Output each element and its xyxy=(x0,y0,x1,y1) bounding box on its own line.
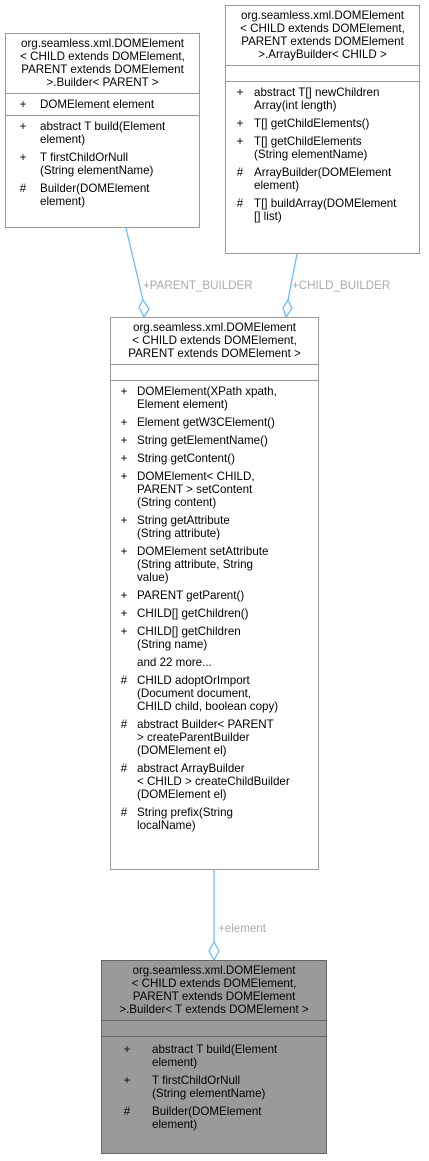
visibility-marker: + xyxy=(120,607,128,620)
member-line: element) xyxy=(254,179,300,192)
attribute-text xyxy=(40,98,199,111)
operation-text xyxy=(254,117,419,130)
operation-text xyxy=(254,197,419,223)
operation-row xyxy=(111,434,318,447)
visibility-marker: + xyxy=(19,98,27,111)
title-line: org.seamless.xml.DOMElement xyxy=(132,964,296,977)
title-line: < CHILD extends DOMElement, xyxy=(240,22,405,35)
operation-row xyxy=(111,470,318,509)
operation-section xyxy=(111,380,318,836)
operation-row xyxy=(111,589,318,602)
operation-text xyxy=(254,166,419,192)
class-dom-element[interactable] xyxy=(110,317,319,870)
operation-row xyxy=(102,1074,326,1100)
visibility-marker: + xyxy=(120,470,128,483)
visibility-marker: # xyxy=(19,182,27,195)
title-line: PARENT extends DOMElement > xyxy=(128,347,301,360)
child-builder-diamond xyxy=(283,300,292,317)
member-line: element) xyxy=(40,133,86,146)
attribute-section xyxy=(226,65,419,81)
child-builder-label: +CHILD_BUILDER xyxy=(292,279,391,292)
visibility-marker: + xyxy=(19,151,27,164)
member-line: String prefix(String xyxy=(137,806,234,819)
visibility-marker: + xyxy=(120,545,128,558)
operation-row xyxy=(226,86,419,112)
member-line: abstract T build(Element xyxy=(40,120,166,133)
member-line: Element element) xyxy=(137,398,228,411)
operation-row xyxy=(111,452,318,465)
operation-text xyxy=(137,470,318,509)
operation-section xyxy=(226,81,419,227)
operation-text xyxy=(137,416,318,429)
title-line: < CHILD extends DOMElement, xyxy=(131,977,297,990)
class-title xyxy=(226,6,419,65)
operation-row xyxy=(111,416,318,429)
operation-text xyxy=(137,385,318,411)
member-line: (String elementName) xyxy=(152,1087,266,1100)
attribute-row xyxy=(6,98,199,111)
visibility-marker: + xyxy=(120,589,128,602)
visibility-marker: + xyxy=(123,1074,131,1087)
member-line: CHILD child, boolean copy) xyxy=(137,700,279,713)
member-line: (String elementName) xyxy=(40,164,154,177)
member-line: > createParentBuilder xyxy=(137,731,250,744)
operation-text xyxy=(254,135,419,161)
member-line: (DOMElement el) xyxy=(137,788,227,801)
attribute-section xyxy=(102,1020,326,1036)
element-label: +element xyxy=(218,922,267,935)
operation-text xyxy=(40,120,199,146)
operation-row xyxy=(6,151,199,177)
member-line: element) xyxy=(152,1056,198,1069)
member-line: (String content) xyxy=(137,496,217,509)
member-line: (String attribute, String xyxy=(137,558,253,571)
visibility-marker: + xyxy=(236,86,244,99)
visibility-marker: # xyxy=(120,718,128,731)
member-line: CHILD adoptOrImport xyxy=(137,674,250,687)
member-line: DOMElement< CHILD, xyxy=(137,470,255,483)
member-line: T[] getChildElements xyxy=(254,135,362,148)
visibility-marker: # xyxy=(120,762,128,775)
class-title xyxy=(6,34,199,93)
visibility-marker: # xyxy=(123,1105,131,1118)
title-line: PARENT extends DOMElement xyxy=(241,35,404,48)
member-line: T firstChildOrNull xyxy=(152,1074,241,1087)
operation-text xyxy=(137,514,318,540)
element-diamond xyxy=(209,942,219,960)
operation-text xyxy=(137,656,318,669)
operation-row xyxy=(111,674,318,713)
visibility-marker: + xyxy=(236,117,244,130)
operation-row xyxy=(111,625,318,651)
member-line: PARENT getParent() xyxy=(137,589,245,602)
member-line: (String elementName) xyxy=(254,148,368,161)
visibility-marker: # xyxy=(120,806,128,819)
member-line: (DOMElement el) xyxy=(137,744,227,757)
member-line: value) xyxy=(137,571,169,584)
operation-row xyxy=(226,135,419,161)
class-array-builder[interactable] xyxy=(225,5,420,254)
member-line: Builder(DOMElement xyxy=(40,182,150,195)
class-title xyxy=(111,318,318,364)
title-line: < CHILD extends DOMElement, xyxy=(20,50,185,63)
operation-row xyxy=(111,718,318,757)
member-line: element) xyxy=(40,195,86,208)
operation-row xyxy=(111,545,318,584)
parent-builder-diamond xyxy=(139,300,149,317)
member-line: Builder(DOMElement xyxy=(152,1105,262,1118)
child-builder-edge xyxy=(288,254,297,300)
operation-text xyxy=(137,545,318,584)
operation-row xyxy=(226,117,419,130)
member-line: Element getW3CElement() xyxy=(137,416,275,429)
visibility-marker: + xyxy=(120,385,128,398)
member-line: T[] buildArray(DOMElement xyxy=(254,197,397,210)
visibility-marker: # xyxy=(236,197,244,210)
operation-text xyxy=(152,1074,326,1100)
member-line: abstract Builder< PARENT xyxy=(137,718,274,731)
more-members-row xyxy=(111,656,318,669)
member-line: CHILD[] getChildren() xyxy=(137,607,249,620)
operation-row xyxy=(111,385,318,411)
visibility-marker: + xyxy=(123,1043,131,1056)
parent-builder-label: +PARENT_BUILDER xyxy=(143,279,253,292)
operation-text xyxy=(137,607,318,620)
operation-row xyxy=(226,166,419,192)
operation-text xyxy=(137,625,318,651)
member-line: String getElementName() xyxy=(137,434,268,447)
operation-text xyxy=(40,182,199,208)
visibility-marker xyxy=(111,656,137,669)
operation-section xyxy=(102,1036,326,1135)
operation-row xyxy=(111,607,318,620)
title-line: >.Builder< PARENT > xyxy=(46,76,159,89)
visibility-marker: + xyxy=(120,416,128,429)
operation-text xyxy=(137,434,318,447)
title-line: org.seamless.xml.DOMElement xyxy=(241,9,404,22)
member-line: abstract ArrayBuilder xyxy=(137,762,245,775)
operation-row xyxy=(111,762,318,801)
operation-text xyxy=(137,589,318,602)
operation-row xyxy=(111,806,318,832)
visibility-marker: + xyxy=(120,434,128,447)
member-line: < CHILD > createChildBuilder xyxy=(137,775,290,788)
member-line: element) xyxy=(152,1118,198,1131)
visibility-marker: + xyxy=(120,625,128,638)
operation-text xyxy=(137,762,318,801)
class-title xyxy=(102,961,326,1020)
operation-row xyxy=(6,182,199,208)
operation-text xyxy=(137,806,318,832)
visibility-marker: + xyxy=(236,135,244,148)
operation-text xyxy=(137,718,318,757)
member-line: T firstChildOrNull xyxy=(40,151,129,164)
operation-row xyxy=(226,197,419,223)
operation-text xyxy=(40,151,199,177)
visibility-marker: + xyxy=(19,120,27,133)
member-line: [] list) xyxy=(254,210,282,223)
member-line: DOMElement element xyxy=(40,98,155,111)
member-line: and 22 more... xyxy=(137,656,212,669)
class-builder-parent[interactable] xyxy=(5,33,200,228)
member-line: ArrayBuilder(DOMElement xyxy=(254,166,392,179)
title-line: >.Builder< T extends DOMElement > xyxy=(119,1003,309,1016)
member-line: Array(int length) xyxy=(254,99,337,112)
member-line: String getContent() xyxy=(137,452,235,465)
member-line: (Document document, xyxy=(137,687,252,700)
title-line: >.ArrayBuilder< CHILD > xyxy=(258,48,387,61)
operation-text xyxy=(152,1043,326,1069)
title-line: org.seamless.xml.DOMElement xyxy=(133,321,296,334)
class-builder-t[interactable] xyxy=(101,960,327,1154)
member-line: PARENT > setContent xyxy=(137,483,253,496)
member-line: localName) xyxy=(137,819,196,832)
member-line: abstract T build(Element xyxy=(152,1043,278,1056)
member-line: DOMElement setAttribute xyxy=(137,545,269,558)
title-line: PARENT extends DOMElement xyxy=(21,63,184,76)
visibility-marker: + xyxy=(120,452,128,465)
attribute-section xyxy=(111,364,318,380)
visibility-marker: + xyxy=(120,514,128,527)
member-line: (String attribute) xyxy=(137,527,221,540)
title-line: < CHILD extends DOMElement, xyxy=(132,334,297,347)
attribute-section xyxy=(6,93,199,115)
operation-text xyxy=(152,1105,326,1131)
title-line: PARENT extends DOMElement xyxy=(132,990,296,1003)
operation-row xyxy=(6,120,199,146)
operation-text xyxy=(254,86,419,112)
member-line: String getAttribute xyxy=(137,514,230,527)
parent-builder-edge xyxy=(126,228,143,300)
member-line: T[] getChildElements() xyxy=(254,117,370,130)
member-line: DOMElement(XPath xpath, xyxy=(137,385,277,398)
member-line: abstract T[] newChildren xyxy=(254,86,380,99)
visibility-marker: # xyxy=(120,674,128,687)
operation-row xyxy=(111,514,318,540)
operation-text xyxy=(137,452,318,465)
visibility-marker: # xyxy=(236,166,244,179)
operation-row xyxy=(102,1105,326,1131)
operation-row xyxy=(102,1043,326,1069)
member-line: CHILD[] getChildren xyxy=(137,625,241,638)
operation-section xyxy=(6,115,199,212)
operation-text xyxy=(137,674,318,713)
member-line: (String name) xyxy=(137,638,208,651)
title-line: org.seamless.xml.DOMElement xyxy=(21,37,184,50)
